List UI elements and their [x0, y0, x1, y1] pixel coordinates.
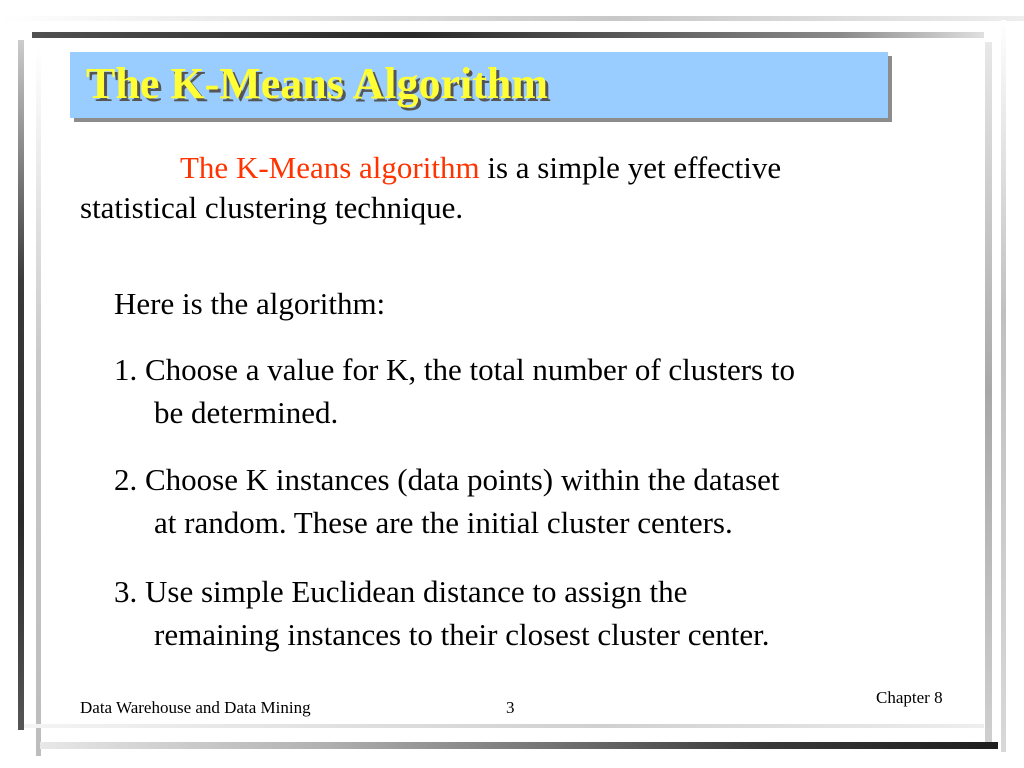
algorithm-heading: Here is the algorithm: [114, 286, 386, 321]
top-frame-bar [0, 16, 1024, 21]
right-frame-bar-inner [985, 42, 992, 742]
top-frame-bar-dark [32, 32, 984, 38]
intro-paragraph [80, 148, 940, 228]
footer-course-title: Data Warehouse and Data Mining [80, 698, 311, 717]
bottom-frame-bar-light [24, 724, 984, 728]
step-2-line1: 2. Choose K instances (data points) within the dataset [114, 462, 780, 497]
title-bar [70, 52, 888, 118]
step-1 [114, 348, 954, 434]
intro-rest: is a simple yet effective [479, 150, 782, 185]
left-frame-bar [18, 40, 24, 730]
right-frame-bar [1001, 20, 1006, 752]
step-3 [114, 570, 954, 656]
step-2 [114, 458, 954, 544]
intro-line2: statistical clustering technique. [80, 190, 464, 225]
footer-page-number: 3 [506, 698, 515, 717]
step-2-line2: at random. These are the initial cluster centers. [154, 505, 733, 540]
intro-highlight: The K-Means algorithm [180, 150, 480, 185]
step-3-line2: remaining instances to their closest cluster center. [154, 617, 770, 652]
left-frame-bar-outer [36, 48, 41, 756]
slide-title: The K-Means Algorithm [86, 59, 548, 108]
step-1-line1: 1. Choose a value for K, the total number of clusters to [114, 352, 795, 387]
step-1-line2: be determined. [154, 395, 339, 430]
step-3-line1: 3. Use simple Euclidean distance to assign the [114, 574, 688, 609]
bottom-frame-bar [40, 742, 998, 749]
footer-chapter: Chapter 8 [876, 688, 943, 707]
